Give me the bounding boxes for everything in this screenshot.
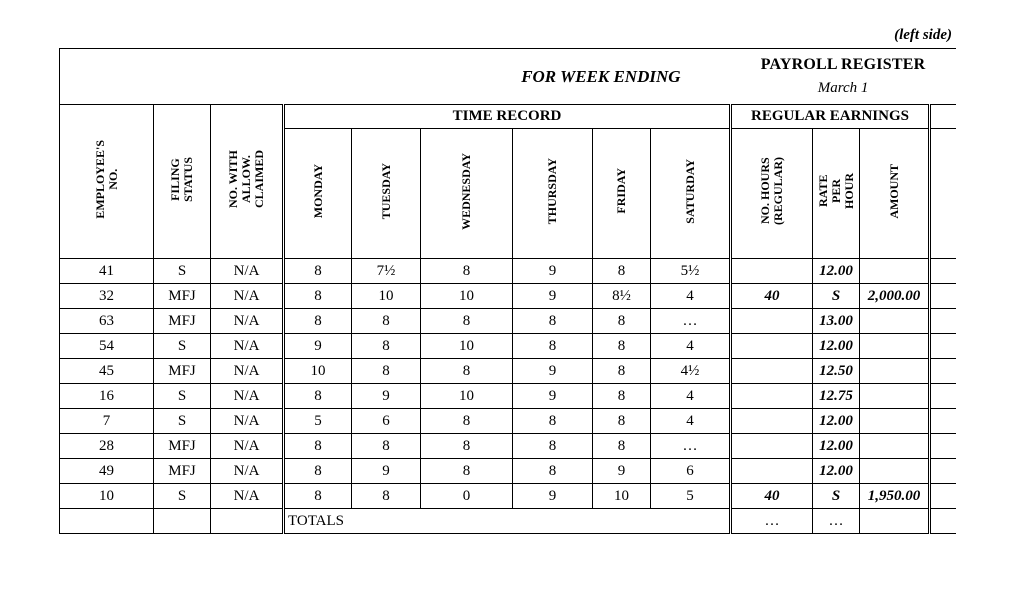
totals-row xyxy=(60,509,956,534)
table-row xyxy=(60,434,956,459)
cell-wednesday: 8 xyxy=(421,259,513,284)
cell-rate-per-hour: S xyxy=(813,484,860,509)
table-row xyxy=(60,409,956,434)
register-title-cell xyxy=(731,49,956,105)
cell-wednesday: 8 xyxy=(421,459,513,484)
col-tuesday: TUESDAY xyxy=(352,129,421,259)
payroll-register-table xyxy=(59,48,956,534)
cell-amount: 1,950.00 xyxy=(860,484,930,509)
cell-filing-status: MFJ xyxy=(154,309,211,334)
table-row xyxy=(60,384,956,409)
cell-hours-regular xyxy=(731,384,813,409)
cell-thursday: 8 xyxy=(513,459,593,484)
cell-monday: 10 xyxy=(284,359,352,384)
cell-allowances: N/A xyxy=(211,259,284,284)
cell-allowances: N/A xyxy=(211,384,284,409)
cell-next xyxy=(930,434,956,459)
cell-allowances: N/A xyxy=(211,409,284,434)
col-next xyxy=(930,129,956,259)
cell-filing-status: MFJ xyxy=(154,434,211,459)
table-row xyxy=(60,284,956,309)
cell-amount xyxy=(860,359,930,384)
cell-thursday: 9 xyxy=(513,384,593,409)
cell-employee-no: 28 xyxy=(60,434,154,459)
cell-wednesday: 8 xyxy=(421,309,513,334)
cell-saturday: 4 xyxy=(651,384,731,409)
cell-tuesday: 8 xyxy=(352,359,421,384)
cell-rate-per-hour: 12.50 xyxy=(813,359,860,384)
cell-amount xyxy=(860,334,930,359)
cell-saturday: 4 xyxy=(651,334,731,359)
cell-saturday: 4 xyxy=(651,409,731,434)
cell-tuesday: 9 xyxy=(352,384,421,409)
col-wednesday: WEDNESDAY xyxy=(421,129,513,259)
totals-empty xyxy=(154,509,211,534)
cell-wednesday: 10 xyxy=(421,284,513,309)
col-rate-per-hour: RATE PER HOUR xyxy=(813,129,860,259)
cell-allowances: N/A xyxy=(211,459,284,484)
cell-tuesday: 8 xyxy=(352,334,421,359)
cell-allowances: N/A xyxy=(211,334,284,359)
cell-friday: 8 xyxy=(593,309,651,334)
cell-monday: 9 xyxy=(284,334,352,359)
cell-next xyxy=(930,409,956,434)
cell-tuesday: 9 xyxy=(352,459,421,484)
cell-filing-status: S xyxy=(154,484,211,509)
cell-employee-no: 49 xyxy=(60,459,154,484)
totals-next xyxy=(930,509,956,534)
cell-rate-per-hour: 12.00 xyxy=(813,259,860,284)
cell-amount xyxy=(860,309,930,334)
cell-saturday: 5½ xyxy=(651,259,731,284)
cell-rate-per-hour: 13.00 xyxy=(813,309,860,334)
totals-label: TOTALS xyxy=(284,509,731,534)
cell-thursday: 9 xyxy=(513,284,593,309)
cell-wednesday: 10 xyxy=(421,334,513,359)
cell-employee-no: 54 xyxy=(60,334,154,359)
cell-hours-regular: 40 xyxy=(731,484,813,509)
cell-employee-no: 16 xyxy=(60,384,154,409)
cell-thursday: 9 xyxy=(513,484,593,509)
cell-employee-no: 63 xyxy=(60,309,154,334)
cell-next xyxy=(930,259,956,284)
cell-next xyxy=(930,459,956,484)
totals-hours: … xyxy=(731,509,813,534)
cell-hours-regular xyxy=(731,334,813,359)
cell-saturday: 4 xyxy=(651,284,731,309)
cell-filing-status: S xyxy=(154,384,211,409)
cell-hours-regular xyxy=(731,259,813,284)
cell-next xyxy=(930,284,956,309)
cell-friday: 8 xyxy=(593,434,651,459)
cell-friday: 8 xyxy=(593,409,651,434)
table-row xyxy=(60,459,956,484)
cell-rate-per-hour: 12.00 xyxy=(813,459,860,484)
register-rows xyxy=(60,259,956,509)
cell-employee-no: 32 xyxy=(60,284,154,309)
cell-hours-regular xyxy=(731,459,813,484)
col-hours-regular: NO. HOURS (REGULAR) xyxy=(731,129,813,259)
group-next xyxy=(930,105,956,129)
cell-allowances: N/A xyxy=(211,359,284,384)
register-title: PAYROLL REGISTER xyxy=(760,56,926,73)
totals-amount xyxy=(860,509,930,534)
cell-rate-per-hour: 12.00 xyxy=(813,409,860,434)
cell-tuesday: 8 xyxy=(352,309,421,334)
cell-friday: 8 xyxy=(593,259,651,284)
cell-monday: 8 xyxy=(284,434,352,459)
cell-next xyxy=(930,359,956,384)
cell-friday: 8 xyxy=(593,359,651,384)
cell-filing-status: S xyxy=(154,259,211,284)
cell-employee-no: 7 xyxy=(60,409,154,434)
cell-monday: 8 xyxy=(284,484,352,509)
cell-saturday: … xyxy=(651,434,731,459)
cell-friday: 8½ xyxy=(593,284,651,309)
cell-filing-status: MFJ xyxy=(154,284,211,309)
cell-rate-per-hour: 12.75 xyxy=(813,384,860,409)
cell-thursday: 8 xyxy=(513,334,593,359)
col-filing-status: FILING STATUS xyxy=(154,105,211,259)
table-row xyxy=(60,484,956,509)
cell-hours-regular: 40 xyxy=(731,284,813,309)
cell-wednesday: 10 xyxy=(421,384,513,409)
cell-amount xyxy=(860,384,930,409)
cell-saturday: 5 xyxy=(651,484,731,509)
cell-friday: 8 xyxy=(593,384,651,409)
cell-rate-per-hour: 12.00 xyxy=(813,434,860,459)
cell-monday: 5 xyxy=(284,409,352,434)
cell-hours-regular xyxy=(731,409,813,434)
cell-filing-status: MFJ xyxy=(154,459,211,484)
cell-saturday: … xyxy=(651,309,731,334)
cell-amount xyxy=(860,459,930,484)
cell-rate-per-hour: S xyxy=(813,284,860,309)
cell-employee-no: 45 xyxy=(60,359,154,384)
col-thursday: THURSDAY xyxy=(513,129,593,259)
cell-monday: 8 xyxy=(284,384,352,409)
col-amount: AMOUNT xyxy=(860,129,930,259)
col-allowances: NO. WITH ALLOW. CLAIMED xyxy=(211,105,284,259)
cell-thursday: 9 xyxy=(513,259,593,284)
group-time-record: TIME RECORD xyxy=(284,105,731,129)
week-ending-label: FOR WEEK ENDING xyxy=(521,66,681,86)
cell-friday: 10 xyxy=(593,484,651,509)
cell-filing-status: S xyxy=(154,409,211,434)
totals-empty xyxy=(60,509,154,534)
cell-employee-no: 41 xyxy=(60,259,154,284)
cell-next xyxy=(930,384,956,409)
cell-wednesday: 8 xyxy=(421,434,513,459)
cell-hours-regular xyxy=(731,309,813,334)
cell-saturday: 6 xyxy=(651,459,731,484)
totals-rate: … xyxy=(813,509,860,534)
cell-tuesday: 8 xyxy=(352,484,421,509)
cell-tuesday: 8 xyxy=(352,434,421,459)
col-saturday: SATURDAY xyxy=(651,129,731,259)
col-employee-no: EMPLOYEE'S NO. xyxy=(60,105,154,259)
cell-friday: 9 xyxy=(593,459,651,484)
cell-hours-regular xyxy=(731,359,813,384)
cell-next xyxy=(930,334,956,359)
cell-next xyxy=(930,484,956,509)
col-monday: MONDAY xyxy=(284,129,352,259)
register-date: March 1 xyxy=(817,80,869,96)
cell-friday: 8 xyxy=(593,334,651,359)
cell-thursday: 8 xyxy=(513,434,593,459)
cell-allowances: N/A xyxy=(211,284,284,309)
cell-amount xyxy=(860,259,930,284)
cell-thursday: 9 xyxy=(513,359,593,384)
cell-wednesday: 0 xyxy=(421,484,513,509)
cell-wednesday: 8 xyxy=(421,359,513,384)
cell-monday: 8 xyxy=(284,459,352,484)
cell-wednesday: 8 xyxy=(421,409,513,434)
cell-allowances: N/A xyxy=(211,484,284,509)
table-row xyxy=(60,334,956,359)
cell-employee-no: 10 xyxy=(60,484,154,509)
cell-tuesday: 7½ xyxy=(352,259,421,284)
cell-rate-per-hour: 12.00 xyxy=(813,334,860,359)
cell-thursday: 8 xyxy=(513,409,593,434)
cell-tuesday: 10 xyxy=(352,284,421,309)
table-row xyxy=(60,259,956,284)
cell-allowances: N/A xyxy=(211,434,284,459)
table-row xyxy=(60,359,956,384)
table-row xyxy=(60,309,956,334)
week-ending-cell xyxy=(60,49,731,105)
side-note: (left side) xyxy=(894,27,952,43)
cell-tuesday: 6 xyxy=(352,409,421,434)
cell-filing-status: S xyxy=(154,334,211,359)
cell-next xyxy=(930,309,956,334)
cell-monday: 8 xyxy=(284,259,352,284)
totals-empty xyxy=(211,509,284,534)
cell-thursday: 8 xyxy=(513,309,593,334)
cell-amount xyxy=(860,434,930,459)
group-regular-earnings: REGULAR EARNINGS xyxy=(731,105,930,129)
cell-hours-regular xyxy=(731,434,813,459)
cell-monday: 8 xyxy=(284,309,352,334)
col-friday: FRIDAY xyxy=(593,129,651,259)
cell-filing-status: MFJ xyxy=(154,359,211,384)
cell-monday: 8 xyxy=(284,284,352,309)
cell-saturday: 4½ xyxy=(651,359,731,384)
cell-amount: 2,000.00 xyxy=(860,284,930,309)
cell-amount xyxy=(860,409,930,434)
cell-allowances: N/A xyxy=(211,309,284,334)
